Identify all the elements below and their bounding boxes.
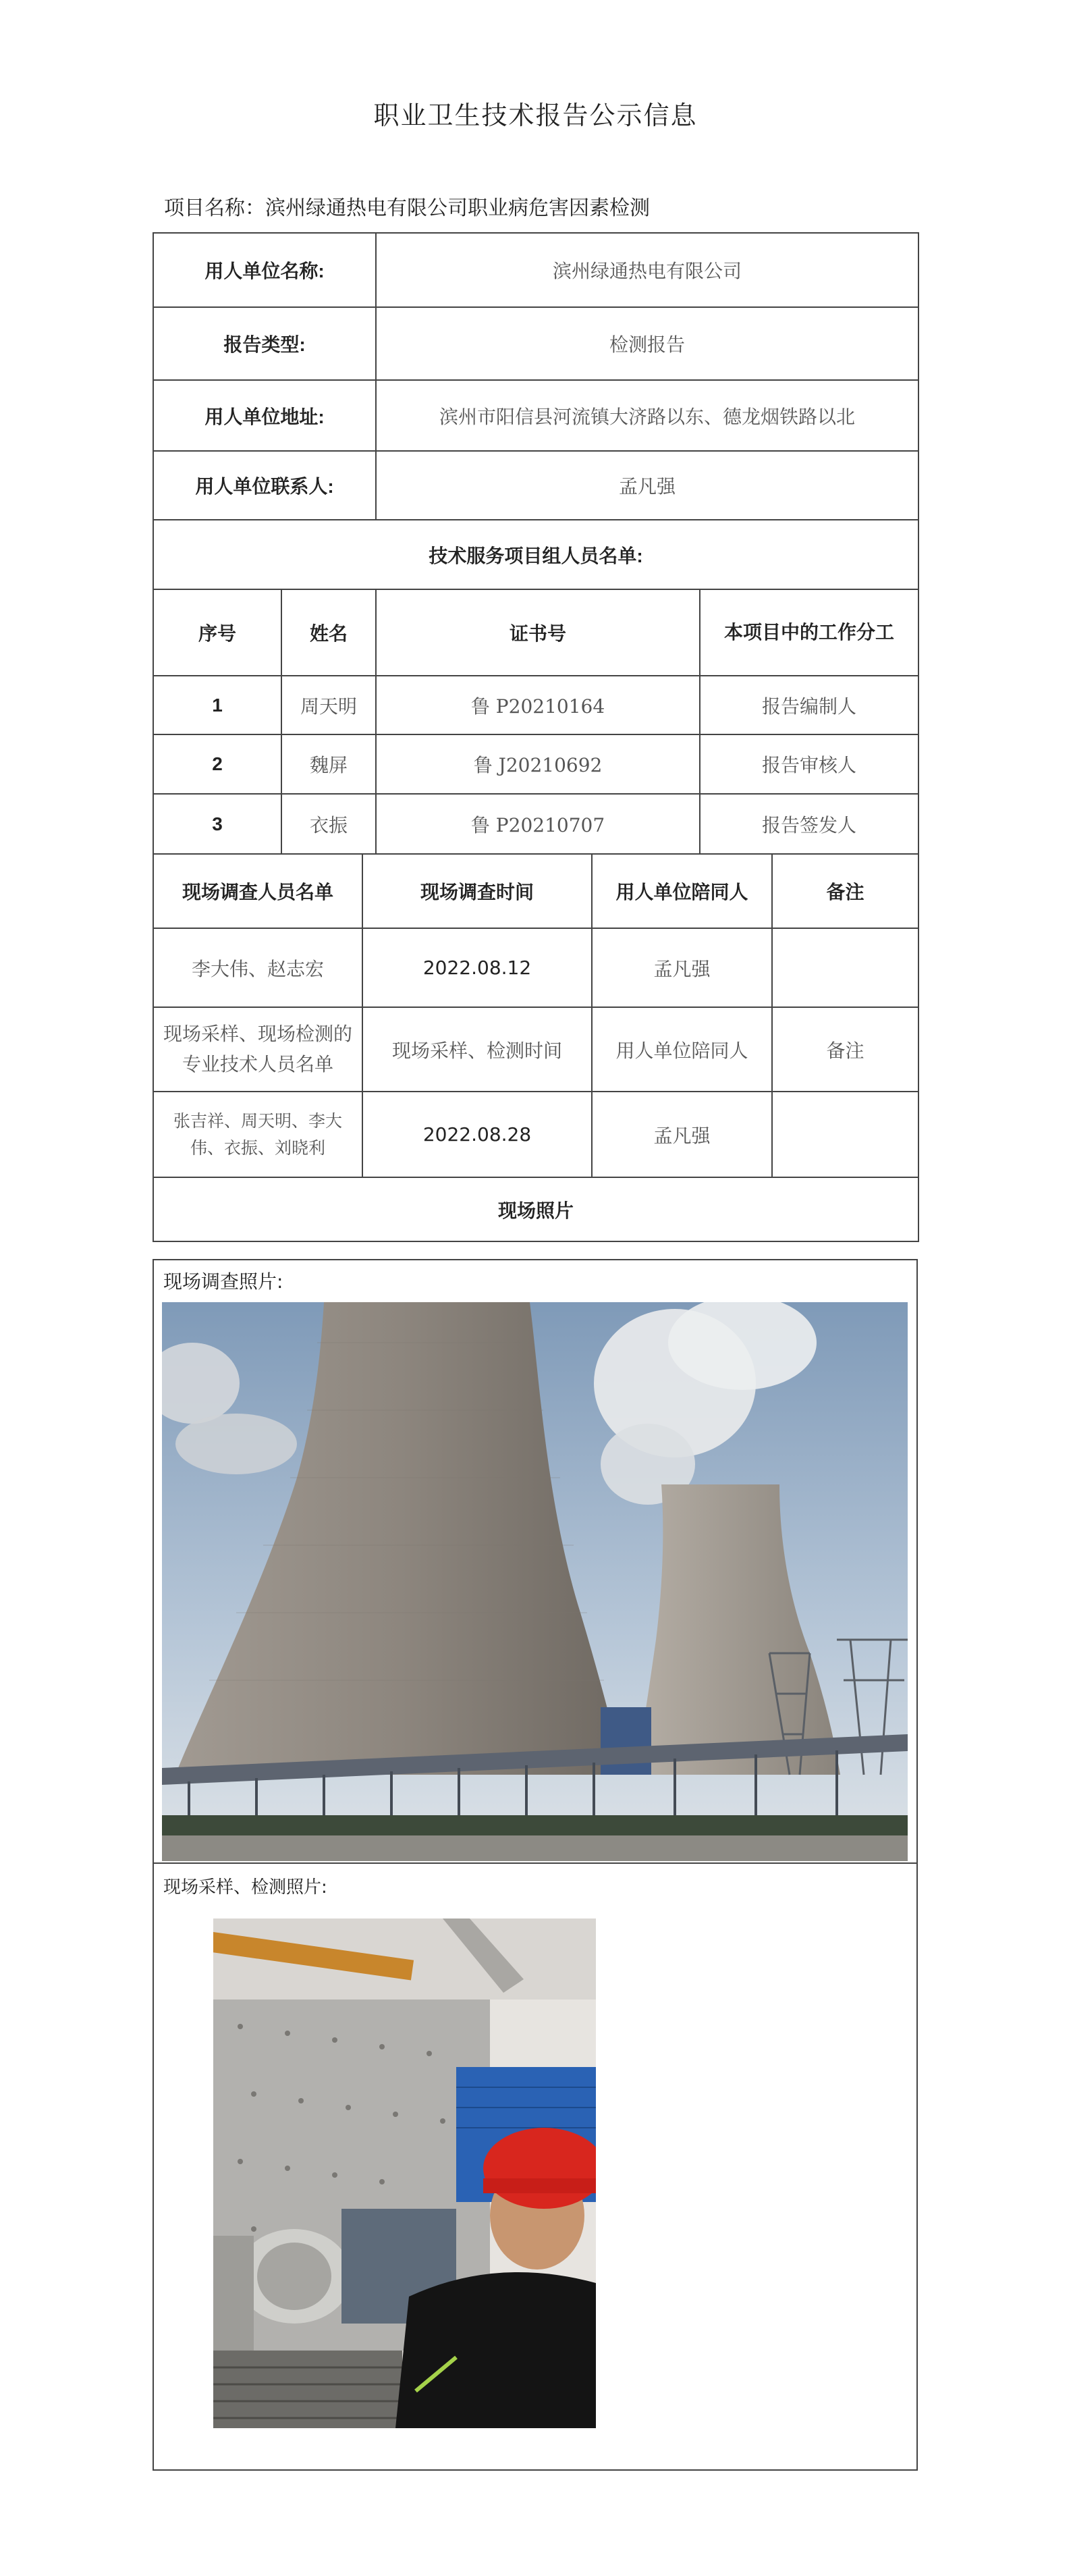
team-name: 衣振 — [281, 794, 376, 854]
team-heading: 技术服务项目组人员名单: — [153, 520, 918, 589]
info-value: 滨州市阳信县河流镇大济路以东、德龙烟铁路以北 — [376, 380, 918, 451]
sampling-photo-label: 现场采样、检测照片: — [163, 1877, 327, 1898]
survey-remark — [772, 928, 918, 1007]
info-row — [153, 233, 918, 307]
survey-photo-label: 现场调查照片: — [163, 1270, 283, 1293]
team-cert: 鲁 P20210707 — [376, 794, 700, 854]
team-cert: 鲁 J20210692 — [376, 734, 700, 794]
sampling-row — [153, 1092, 918, 1177]
sampling-header-time: 现场采样、检测时间 — [362, 1007, 592, 1092]
team-name: 周天明 — [281, 676, 376, 734]
survey-companion: 孟凡强 — [592, 928, 772, 1007]
info-label: 用人单位名称: — [153, 233, 376, 307]
survey-header-people: 现场调查人员名单 — [153, 854, 362, 928]
team-no: 2 — [153, 734, 281, 794]
info-row — [153, 307, 918, 380]
project-name: 项目名称：滨州绿通热电有限公司职业病危害因素检测 — [164, 196, 650, 220]
photo-divider — [154, 1862, 916, 1864]
info-value: 孟凡强 — [376, 451, 918, 520]
team-cert: 鲁 P20210164 — [376, 676, 700, 734]
sampling-people: 张吉祥、周天明、李大伟、衣振、刘晓利 — [153, 1092, 362, 1177]
team-role: 报告签发人 — [700, 794, 918, 854]
sampling-photo — [213, 1918, 596, 2428]
team-header-row — [153, 589, 918, 676]
team-row — [153, 676, 918, 734]
team-header-cert: 证书号 — [376, 589, 700, 676]
sampling-companion: 孟凡强 — [592, 1092, 772, 1177]
info-label: 用人单位地址: — [153, 380, 376, 451]
team-row — [153, 734, 918, 794]
team-header-name: 姓名 — [281, 589, 376, 676]
sampling-time: 2022.08.28 — [362, 1092, 592, 1177]
team-role: 报告编制人 — [700, 676, 918, 734]
team-row — [153, 794, 918, 854]
survey-header-companion: 用人单位陪同人 — [592, 854, 772, 928]
info-row — [153, 451, 918, 520]
info-value: 检测报告 — [376, 307, 918, 380]
sampling-header-people: 现场采样、现场检测的专业技术人员名单 — [153, 1007, 362, 1092]
team-no: 1 — [153, 676, 281, 734]
survey-row — [153, 928, 918, 1007]
photos-heading: 现场照片 — [153, 1177, 918, 1241]
team-name: 魏屏 — [281, 734, 376, 794]
team-header-role: 本项目中的工作分工 — [700, 589, 918, 676]
sampling-header-remark: 备注 — [772, 1007, 918, 1092]
sampling-remark — [772, 1092, 918, 1177]
photos-panel — [153, 1259, 918, 2471]
team-role: 报告审核人 — [700, 734, 918, 794]
sampling-header-companion: 用人单位陪同人 — [592, 1007, 772, 1092]
info-label: 报告类型: — [153, 307, 376, 380]
info-row — [153, 380, 918, 451]
team-no: 3 — [153, 794, 281, 854]
survey-header-row — [153, 854, 918, 928]
info-value: 滨州绿通热电有限公司 — [376, 233, 918, 307]
survey-header-remark: 备注 — [772, 854, 918, 928]
info-label: 用人单位联系人: — [153, 451, 376, 520]
survey-header-time: 现场调查时间 — [362, 854, 592, 928]
survey-photo — [162, 1302, 908, 1861]
page-title: 职业卫生技术报告公示信息 — [373, 101, 698, 130]
report-info-table — [153, 232, 919, 1242]
sampling-header-row — [153, 1007, 918, 1092]
team-header-no: 序号 — [153, 589, 281, 676]
survey-people: 李大伟、赵志宏 — [153, 928, 362, 1007]
survey-time: 2022.08.12 — [362, 928, 592, 1007]
